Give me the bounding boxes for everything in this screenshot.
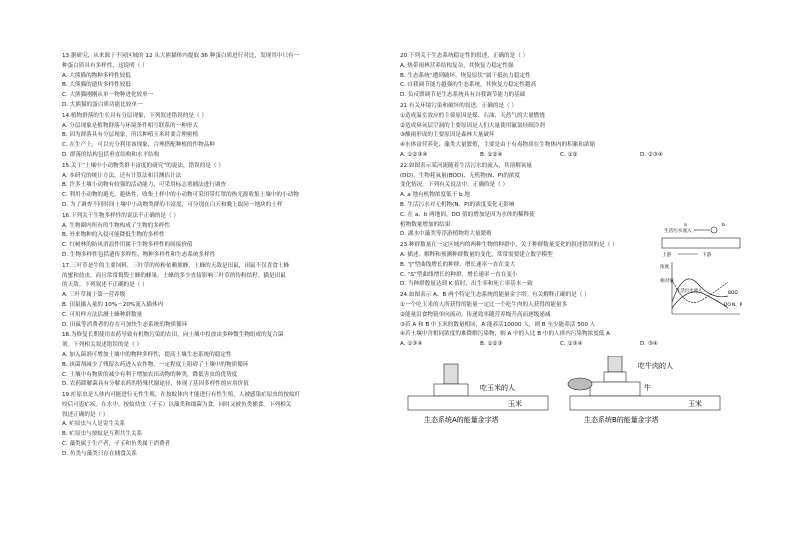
answer-choice: B. ①②④: [480, 151, 503, 158]
answer-option: C. 藻类属于生产者，孑孓和鱼类属于消费者: [62, 441, 171, 448]
pyramid-a-plant-label: 玉米: [508, 400, 522, 408]
answer-option: ①一个吃玉米的人所获得的能量一定比一个吃牛肉的人获得的能量多: [400, 301, 568, 308]
question-stem: [62, 331, 382, 341]
question-text: 如图表示 A、B 两个特定生态系统的能量金字塔。有关解释正确的是（ ）: [408, 292, 590, 299]
answer-choice: D. ②③④: [640, 151, 663, 158]
answer-option: D. 大熊猫的蛋白质功能比较单一: [62, 101, 143, 108]
question-text: 种群数量在一定区域内的两种生物的种群中，关于种群数量变化的叙述错误的是（ ）: [408, 242, 618, 249]
answer-option: A. 三叶草属于第一营养级: [62, 292, 126, 299]
question-text: 三叶草是牛的主要饲料，三叶草的传粉依赖熊蜂，土蜂的天敌是田鼠，田鼠不仅喜食土蜂: [70, 262, 290, 269]
question-stem-continued: 的天敌。下列叙述不正确的是（ ）: [62, 282, 148, 289]
answer-option: C. 土壤中有物质的减少有利于增加农田动物的种类，降低害虫的优势度: [62, 371, 238, 378]
answer-choices-row: [400, 340, 740, 350]
answer-option: C. 在 a、b 两地间，DO 值的增加是因为水体的稀释使: [400, 211, 535, 218]
answer-option: B. 生活污水对无机物(N、P)的浓度变化无影响: [400, 201, 515, 208]
answer-option: ④若土壤中含相同浓度的难降解污染物，则 A 中的人比 B 中的人体内污染物浓度低 A: [400, 331, 610, 338]
answer-option: C. 利用小动物的避光、避热性，收集土样中的小动物可采用带灯罩的热光源收集土壤中的小动物: [62, 192, 299, 199]
pyramid-a-bottom-level: [408, 396, 548, 410]
answer-option: D. 鱼类与藻类只存在捕食关系: [62, 450, 137, 457]
answer-option: 植物数量增加的结果: [400, 221, 451, 228]
question-stem: [400, 102, 740, 112]
answer-option: ②能量沿食物链单向流动，传递效率随营养级升高而逐级递减: [400, 311, 551, 318]
answer-option: B. “J”型曲线增长的种群，增长速率一直在变大: [400, 261, 516, 268]
answer-option: D. 为了调查不同时间土壤中小动物类群的丰富度，可分别在白天和晚上取同一地块的土样: [62, 201, 283, 208]
answer-option: ④水体富营养化、藻类大量繁殖，主要是由于有毒物质在生物体内的积累和浓缩: [400, 142, 596, 149]
answer-option: D. 农药降解菌具有分解农药的特殊代谢途径，体现了基因多样性的应用价值: [62, 381, 249, 388]
pyramid-a-person-label: 吃玉米的人: [480, 384, 515, 392]
question-text: 据研究，从来源于不同区域的 12 头大熊猫体内提取 36 种蛋白质进行对比，发现其中只有一: [70, 53, 300, 59]
answer-option: C. “S”型曲线增长的种群，增长速率一直在变小: [400, 271, 518, 278]
question-text: 为修复长期使用农药导致有机物污染的农田，向土壤中投放由多种微生物组成的复合菌: [70, 332, 284, 339]
answer-option: B. 大熊猫的遗传多样性较低: [62, 82, 131, 89]
pyramid-b-caption: 生态系统B的能量金字塔: [584, 416, 659, 424]
pyramid-b-animal-label: 牛: [644, 384, 651, 392]
question-number: 21.: [400, 102, 409, 109]
question-stem-continued: 变化情况。下列有关说法中，正确的是（ ）: [400, 182, 509, 189]
question-number: 22.: [400, 162, 409, 169]
answer-option: C. 红树林的防风消浪作用属于生物多样性的间接价值: [62, 242, 193, 249]
fig22-a-label: a: [684, 223, 687, 228]
answer-option: C. 可用样方法估测土蜂种群数量: [62, 311, 143, 318]
question-stem-continued: 剂。下列相关叙述错误的是（ ）: [62, 342, 143, 349]
answer-option: B. 因为群落具有分层现象，所以种植玉米时要合理密植: [62, 132, 199, 139]
answer-option: ③酸雨形成的主要原因是森林大量破坏: [400, 132, 495, 139]
answer-option: D. 负反馈调节是生态系统具有自我调节能力的基础: [400, 92, 526, 99]
answer-option: D. 生物多样性包括遗传多样性、物种多样性和生态系统多样性: [62, 251, 216, 258]
answer-choice: A. ①③④: [400, 341, 423, 348]
question-text: 如图表示某河流随着生活污水的流入，其溶解氧量: [408, 162, 532, 169]
question-text: 植物群落的生长具有分层现象，下列叙述错误的是（ ）: [70, 112, 207, 119]
fig22-inflow-label: 生活污水流入: [664, 229, 692, 234]
question-number: 18.: [62, 332, 71, 339]
question-19: [62, 391, 382, 460]
fig22-caption: 生活污水流入: [676, 289, 703, 294]
question-number: 15.: [62, 162, 71, 169]
question-18: [62, 331, 382, 390]
pyramid-b-person-label: 吃牛肉的人: [638, 362, 673, 370]
cow-icon: [568, 378, 592, 390]
pyramid-a-caption: 生态系统A的能量金字塔: [424, 416, 499, 424]
question-16: [62, 212, 382, 261]
answer-option: A. 生物圈内所有的生物构成了生物的多样性: [62, 222, 170, 229]
question-stem-continued: (DO)、生物耗氧量(BOD)、无机物(N、P)的浓度: [400, 172, 521, 179]
fig22-series-do: DO: [724, 303, 731, 308]
question-14: [62, 112, 382, 161]
answer-option: B. 该菌剂减少了残留农药进入农作物，一定程度上阻碍了土壤中的物质循环: [62, 361, 249, 368]
question-stem-continued: 种蛋白质具有多样性，这说明（ ）: [62, 62, 148, 69]
answer-option: D. 群落的结构包括垂直结构和水平结构: [62, 151, 160, 158]
left-column: [62, 52, 382, 461]
answer-option: A. 加入菌剂可增加土壤中的物种多样性，提高土壤生态系统的稳定性: [62, 351, 232, 358]
answer-option: D. 当种群数量达到 K 值时，出生率和死亡率基本一致: [400, 281, 533, 288]
pyramid-a-top-level: [434, 384, 468, 396]
answer-option: A. 本研究的统计方法，还有计算法和目测估计法: [62, 172, 182, 179]
question-text: 下列关于生态系统稳定性的叙述，正确的是（ ）: [408, 53, 529, 59]
question-number: 24.: [400, 292, 409, 299]
answer-option: A. 描述、解释和预测种群数量的变化，常常需要建立数学模型: [400, 251, 553, 258]
question-stem: [62, 112, 382, 122]
answer-option: D. 湖水中藻类等浮游植物将大量繁殖: [400, 231, 492, 238]
question-number: 14.: [62, 112, 71, 119]
answer-choices-row: [400, 151, 740, 161]
question-stem: [400, 52, 740, 62]
question-17: [62, 262, 382, 331]
answer-option: ③若 A 和 B 中玉米的数量相同，A 能养活10000 人，则 B 至少能养活 500 人: [400, 321, 596, 328]
question-text: 有关环境污染和破坏的叙述，正确的是（ ）: [408, 102, 517, 109]
answer-choice: B. ①②③: [480, 341, 503, 348]
energy-pyramid-figure: [404, 356, 724, 446]
answer-option: ①造成温室效应的主要原因是煤、石油、天然气的大量燃烧: [400, 112, 545, 119]
question-stem-continued: 的蜜和幼虫，而且常常捣毁土蜂的蜂巢。土蜂的多少直接影响三叶草的传粉结籽。猫是田鼠: [62, 272, 286, 279]
fig22-upstream: 上游: [662, 253, 672, 258]
question-stem: [62, 212, 382, 222]
question-stem: [62, 391, 382, 401]
answer-option: B. 田鼠摄入量的 10%－20%流入猫体内: [62, 301, 164, 308]
question-stem-continued: 叙述正确的是（ ）: [62, 411, 109, 418]
question-text: 关于“土壤中小动物类群丰富度的研究”的说法，错误的是（ ）: [70, 162, 224, 169]
question-number: 16.: [62, 212, 71, 219]
fig22-series-np: N、P: [732, 303, 742, 308]
answer-choice: A. ①②③④: [400, 151, 428, 158]
pyramid-b-person-icon: [608, 356, 622, 372]
river-pollution-figure: [658, 212, 742, 320]
fig22-downstream: 下游: [702, 253, 712, 258]
question-stem: [62, 262, 382, 272]
question-20: [400, 52, 740, 101]
answer-choice: D. ③④: [640, 341, 658, 348]
answer-option: C. 大熊猫刚刚从单一物种进化较单一: [62, 92, 154, 99]
question-13: [62, 52, 382, 111]
question-number: 13.: [62, 53, 71, 59]
answer-choice: C. ①②: [560, 151, 578, 158]
answer-option: A. 热带雨林营养结构复杂，其恢复力稳定性强: [400, 62, 514, 69]
answer-option: A. 大熊猫的物种多样性较低: [62, 72, 131, 79]
question-text: 下列关于生物多样性的说法不正确的是（ ）: [70, 212, 179, 219]
answer-option: A. 分层现象是植物群落与环境条件相互联系的一种形式: [62, 122, 198, 129]
question-text: 疟原虫是人体内可能进行无性生殖，在按蚊体内才能进行有性生殖，人被感染疟原虫的按蚊叮: [70, 392, 301, 399]
question-number: 20.: [400, 53, 409, 59]
question-15: [62, 162, 382, 211]
answer-option: C. 自我调节能力越强的生态系统，其恢复力稳定性越高: [400, 82, 537, 89]
answer-option: B. 许多土壤小动物有较强的活动能力，可采用标志重捕法进行调查: [62, 182, 227, 189]
answer-choice: C. ①③④: [560, 341, 583, 348]
answer-option: ②造成臭氧层空洞的主要原因是人们大量使用氟氯烃制冷剂: [400, 122, 545, 129]
fig22-b-label: b: [722, 223, 725, 228]
question-number: 17.: [62, 262, 71, 269]
pyramid-b-plant-label: 玉米: [688, 400, 702, 408]
answer-option: D. 田鼠等消费者的存在可加快生态系统的物质循环: [62, 321, 188, 328]
question-number: 19.: [62, 392, 71, 399]
question-stem: [62, 52, 382, 62]
fig22-ylabel2: 相对值: [660, 279, 674, 284]
fig22-outlet: [711, 227, 717, 233]
answer-option: A. 疟原虫与人是寄生关系: [62, 421, 126, 428]
fig22-river: [662, 238, 740, 248]
question-stem: [62, 162, 382, 172]
answer-option: C. 在生产上，可以充分利用该现象，合理搭配种植的作物品种: [62, 142, 215, 149]
answer-option: B. 疟原虫与按蚊是互利共生关系: [62, 431, 143, 438]
pyramid-b-middle-level: [590, 382, 640, 396]
fig22-ylabel: 浓度: [660, 265, 670, 270]
question-number: 23.: [400, 242, 409, 249]
question-stem-continued: 咬后可患疟疾。在水中，按蚊幼虫（孑孓）以藻类和细菌为食，同时又被鱼类捕食。下列相关: [62, 401, 292, 408]
answer-option: B. 生态系统“遭到破坏、恢复原状”属于抵抗力稳定性: [400, 72, 531, 79]
fig22-series-bod: BOD: [728, 291, 738, 296]
pyramid-b-top-level: [604, 372, 626, 382]
answer-option: A. a 地有机物浓度低于 b 地: [400, 192, 470, 199]
pyramid-a-person-icon: [444, 364, 458, 384]
answer-option: B. 外来物种的入侵可能降低生物的多样性: [62, 232, 165, 239]
question-stem: [400, 162, 652, 172]
question-21: [400, 102, 740, 161]
